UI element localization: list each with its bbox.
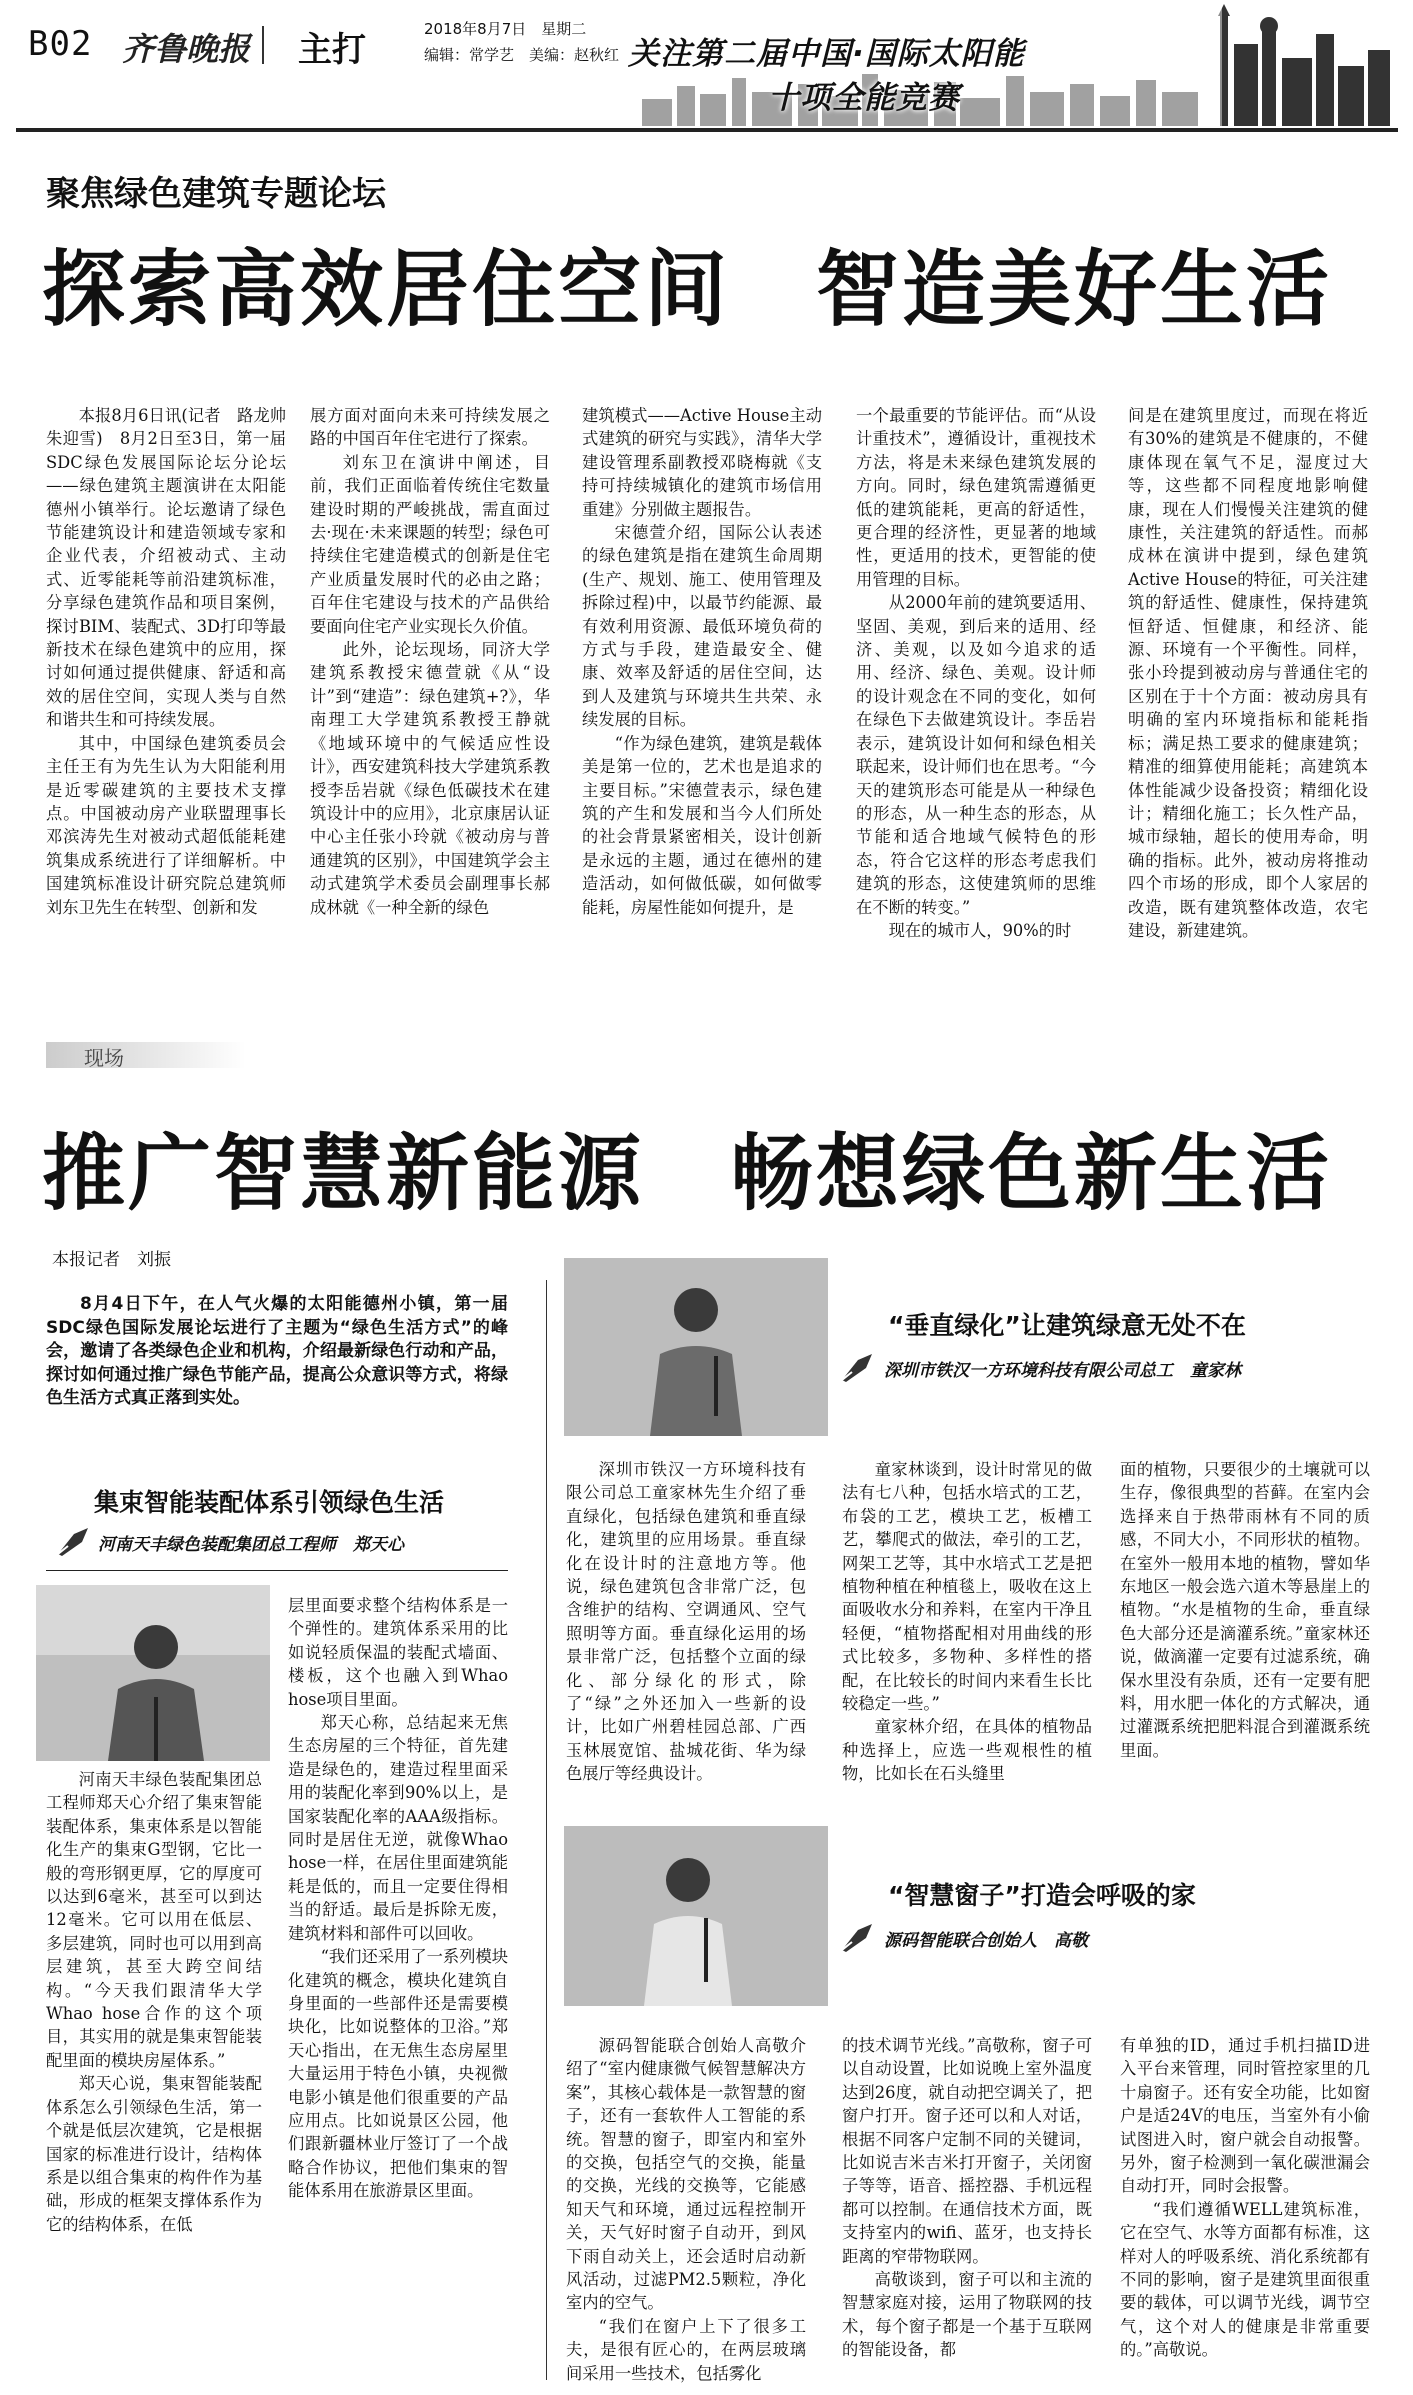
section-label: 主打 <box>298 30 366 70</box>
article1-headline: 探索高效居住空间 智造美好生活 <box>42 241 1332 338</box>
paragraph: “我们在窗户上下了很多工夫，是很有匠心的，在两层玻璃间采用一些技术，包括雾化 <box>566 2316 806 2383</box>
header-rule <box>16 128 1398 132</box>
speaker-silhouette <box>564 1826 828 2006</box>
article2-lead <box>46 1293 508 1443</box>
article1-col-2 <box>310 404 550 1044</box>
paragraph: 郑天心称，总结起来无焦生态房屋的三个特征，首先建造是绿色的，建造过程里面采用的装配化率到90%以上，是国家装配化率的AAA级指标。同时是居住无逆，就像Whao hose一样，在居住里面建筑能耗是低的，而且一定要住得相当的舒适。最后是拆除无废，建筑材料和部件可以回收。 <box>288 1713 508 1943</box>
page-number: B02 <box>28 24 93 64</box>
masthead <box>0 0 1413 130</box>
story-b-col-2 <box>842 1458 1092 1818</box>
paragraph: “作为绿色建筑，建筑是载体美是第一位的，艺术也是追求的主要目标。”宋德萱表示，绿色建筑的产生和发展和当今人们所处的社会背景紧密相关，设计创新是永远的主题，通过在德州的建造活动，如何做低碳，如何做零能耗，房屋性能如何提升，是 <box>582 733 822 917</box>
story-c-speaker: 源码智能联合创始人 高敬 <box>884 1931 1088 1951</box>
story-c-col-2 <box>842 2034 1092 2379</box>
paragraph: 本报8月6日讯(记者 路龙帅 朱迎雪) 8月2日至3日，第一届SDC绿色发展国际论坛分论坛——绿色建筑主题演讲在太阳能德州小镇举行。论坛邀请了绿色节能建筑设计和建造领域专家和企业代表，介绍被动式、主动式、近零能耗等前沿建筑标准，分享绿色建筑作品和项目案例，探讨BIM、装配式、3D打印等最新技术在绿色建筑中的应用，探讨如何通过提供健康、舒适和高效的居住空间，实现人类与自然和谐共生和可持续发展。 <box>46 406 303 730</box>
story-b-col-3 <box>1120 1458 1370 1818</box>
column-divider <box>546 1280 547 2380</box>
story-a-title: 集束智能装配体系引领绿色生活 <box>94 1488 445 1517</box>
story-c-speaker-row <box>838 1918 1378 1958</box>
paragraph: 层里面要求整个结构体系是一个弹性的。建筑体系采用的比如说轻质保温的装配式墙面、楼板，这个也融入到Whao hose项目里面。 <box>288 1596 508 1709</box>
paragraph: 有单独的ID，通过手机扫描ID进入平台来管理，同时管控家里的几十扇窗子。还有安全功能，比如窗户是适24V的电压，当室外有小偷试图进入时，窗户就会自动报警。另外，窗子检测到一氧化碳泄漏会自动打开，同时会报警。 <box>1120 2036 1370 2196</box>
speaker-silhouette <box>564 1258 828 1436</box>
paragraph: 深圳市铁汉一方环境科技有限公司总工童家林先生介绍了垂直绿化，包括绿色建筑和垂直绿化，建筑里的应用场景。垂直绿化在设计时的注意地方等。他说，绿色建筑包含非常广泛，包含维护的结构、空调通风、空气照明等方面。垂直绿化运用的场景非常广泛，包括整个立面的绿化、部分绿化的形式，除了“绿”之外还加入一些新的设计，比如广州碧桂园总部、广西玉林展宽馆、盐城花街、华为绿色展厅等经典设计。 <box>566 1460 806 1784</box>
paragraph: 刘东卫在演讲中阐述，目前，我们正面临着传统住宅数量建设时期的严峻挑战，需直面过去·现在·未来课题的转型；绿色可持续住宅建造模式的创新是住宅产业质量发展时代的必由之路；百年住宅建设与技术的产品供给要面向住宅产业实现长久价值。 <box>310 452 550 636</box>
paragraph: 建筑模式——Active House主动式建筑的研究与实践》，清华大学建设管理系副教授邓晓梅就《支持可持续城镇化的建筑市场信用重建》分别做主题报告。 <box>582 406 822 519</box>
article1-col-4 <box>856 404 1096 1044</box>
article1-col-3 <box>582 404 822 1044</box>
story-a-photo <box>36 1585 270 1761</box>
paragraph: 宋德萱介绍，国际公认表述的绿色建筑是指在建筑生命周期(生产、规划、施工、使用管理及拆除过程)中，以最节约能源、最有效利用资源、最低环境负荷的方式与手段，建造最安全、健康、效率及舒适的居住空间，达到人及建筑与环境共生共荣、永续发展的目标。 <box>582 523 822 730</box>
paragraph: 展方面对面向未来可持续发展之路的中国百年住宅进行了探索。 <box>310 406 550 449</box>
paragraph: 现在的城市人，90%的时 <box>888 920 1072 940</box>
story-b-photo <box>564 1258 828 1436</box>
story-a-col-2 <box>288 1594 508 2378</box>
article1-col-1 <box>46 404 303 1044</box>
paragraph: 一个最重要的节能评估。而“从设计重技术”，遵循设计，重视技术方法，将是未来绿色建筑发展的方向。同时，绿色建筑需遵循更低的建筑能耗，更高的舒适性，更合理的经济性，更显著的地域性，更适用的技术，更智能的使用管理的目标。 <box>856 406 1096 589</box>
speaker-silhouette <box>36 1585 270 1761</box>
lead-paragraph: 8月4日下午，在人气火爆的太阳能德州小镇，第一届SDC绿色国际发展论坛进行了主题为“绿色生活方式”的峰会，邀请了各类绿色企业和机构，介绍最新绿色行动和产品，探讨如何通过推广绿色节能产品，提高公众意识等方式，将绿色生活方式真正落到实处。 <box>46 1294 508 1408</box>
issue-date: 2018年8月7日 星期二 <box>424 20 587 38</box>
article1-col-5 <box>1128 404 1368 1044</box>
pen-nib-icon <box>838 1922 876 1954</box>
banner-title-line1: 关注第二届中国·国际太阳能 <box>628 36 1025 72</box>
paragraph: 此外，论坛现场，同济大学建筑系教授宋德萱就《从“设计”到“建造”：绿色建筑+?》，华南理工大学建筑系教授王静就《地域环境中的气候适应性设计》，西安建筑科技大学建筑系教授李岳岩就《绿色低碳技术在建筑设计中的应用》，北京康居认证中心主任张小玲就《被动房与普通建筑的区别》，中国建筑学会主动式建筑学术委员会副理事长郝成林就《一种全新的绿色 <box>310 640 550 917</box>
paragraph: “我们还采用了一系列模块化建筑的概念，模块化建筑自身里面的一些部件还是需要模块化，比如说整体的卫浴。”郑天心指出，在无焦生态房屋里大量运用于特色小镇，央视微电影小镇是他们很重要的产品应用点。比如说景区公园，他们跟新疆林业厅签订了一个战略合作协议，把他们集束的智能体系用在旅游景区里面。 <box>288 1947 509 2201</box>
story-c-col-1 <box>566 2034 806 2383</box>
paragraph: 高敬谈到，窗子可以和主流的智慧家庭对接，运用了物联网的技术，每个窗子都是一个基于互联网的智能设备，都 <box>842 2270 1092 2360</box>
story-b-col-1 <box>566 1458 806 1818</box>
paragraph: 源码智能联合创始人高敬介绍了“室内健康微气候智慧解决方案”，其核心载体是一款智慧的窗子，还有一套软件人工智能的系统。智慧的窗子，即室内和室外的交换，包括空气的交换，能量的交换，光线的交换等，它能感知天气和环境，通过远程控制开关，天气好时窗子自动开，到风下雨自动关上，还会适时启动新风活动，过滤PM2.5颗粒，净化室内的空气。 <box>566 2036 806 2313</box>
paragraph: 其中，中国绿色建筑委员会主任王有为先生认为大阳能利用是近零碳建筑的主要技术支撑点。中国被动房产业联盟理事长邓滨涛先生对被动式超低能耗建筑集成系统进行了详细解析。中国建筑标准设计研究院总建筑师刘东卫先生在转型、创新和发 <box>46 733 286 917</box>
pen-nib-icon <box>54 1526 92 1558</box>
article1-kicker: 聚焦绿色建筑专题论坛 <box>46 174 386 214</box>
paragraph: 河南天丰绿色装配集团总工程师郑天心介绍了集束智能装配体系，集束体系是以智能化生产的集束G型钢，它比一般的弯形钢更厚，它的厚度可以达到6毫米，甚至可以到达12毫米。它可以用在低层、多层建筑，同时也可以用到高层建筑，甚至大跨空间结构。“今天我们跟清华大学Whao hose合作的这个项目，其实用的就是集束智能装配里面的模块房屋体系。” <box>46 1770 262 2070</box>
paragraph: 的技术调节光线。”高敬称，窗子可以自动设置，比如说晚上室外温度达到26度，就自动把空调关了，把窗户打开。窗子还可以和人对话，根据不同客户定制不同的关键词，比如说吉米吉米打开窗子，关闭窗子等等，语音、摇控器、手机远程都可以控制。在通信技术方面，既支持室内的wifi、蓝牙，也支持长距离的窄带物联网。 <box>842 2036 1092 2266</box>
paragraph: 从2000年前的建筑要适用、坚固、美观，到后来的适用、经济、美观，以及如今追求的适用、经济、绿色、美观。设计师的设计观念在不同的变化，如何在绿色下去做建筑设计。李岳岩表示，建筑设计如何和绿色相关联起来，设计师们也在思考。“今天的建筑形态可能是从一种绿色的形态，从一种生态的形态，从节能和适合地域气候特色的形态，符合它这样的形态考虑我们建筑的形态，这使建筑师的思维在不断的转变。” <box>856 593 1096 917</box>
paragraph: 间是在建筑里度过，而现在将近有30%的建筑是不健康的，不健康体现在氧气不足，湿度过大等，这些都不同程度地影响健康，现在人们慢慢关注建筑的健康性，关注建筑的舒适性。而郝成林在演讲中提到，绿色建筑Active House的特征，可关注建筑的舒适性、健康性，保持建筑恒舒适、恒健康，和经济、能源、环境有一个平衡性。同样，张小玲提到被动房与普通住宅的区别在于十个方面：被动房具有明确的室内环境指标和能耗指标；满足热工要求的健康建筑；精准的细算使用能耗；高建筑本体性能减少设备投资；精细化设计；精细化施工；长久性产品，城市绿轴，超长的使用寿命，明确的指标。此外，被动房将推动四个市场的形成，即个人家居的改造，既有建筑整体改造，农宅建设，新建建筑。 <box>1128 406 1368 940</box>
paragraph: “我们遵循WELL建筑标准，它在空气、水等方面都有标准，这样对人的呼吸系统、消化系统都有不同的影响，窗子是建筑里面很重要的载体，可以调节光线，调节空气，这个对人的健康是非常重要的。”高敬说。 <box>1120 2199 1370 2360</box>
paragraph: 童家林谈到，设计时常见的做法有七八种，包括水培式的工艺，布袋的工艺，模块工艺，板槽工艺，攀爬式的做法，牵引的工艺，网架工艺等，其中水培式工艺是把植物种植在种植毯上，吸收在这上面吸收水分和养料，在室内干净且轻便，“植物搭配相对用曲线的形式比较多，多物种、多样性的搭配，在比较长的时间内来看生长比较稳定一些。” <box>842 1460 1092 1714</box>
article2-headline: 推广智慧新能源 畅想绿色新生活 <box>42 1125 1332 1222</box>
story-c-col-3 <box>1120 2034 1370 2379</box>
editor-credits: 编辑：常学艺 美编：赵秋红 <box>424 46 620 64</box>
section-tag <box>46 1042 246 1068</box>
paper-logo: 齐鲁晚报 <box>122 30 251 68</box>
paragraph: 郑天心说，集束智能装配体系怎么引领绿色生活，第一个就是低层次建筑，它是根据国家的标准进行设计，结构体系是以组合集束的构件作为基础，形成的框架支撑体系作为它的结构体系，在低 <box>46 2074 262 2234</box>
story-a-col-1 <box>46 1768 262 2378</box>
story-a-speaker-row <box>52 1522 508 1562</box>
story-c-title: “智慧窗子”打造会呼吸的家 <box>888 1881 1196 1910</box>
banner-title-line2: 十项全能竞赛 <box>768 80 960 116</box>
story-b-title: “垂直绿化”让建筑绿意无处不在 <box>888 1311 1246 1340</box>
story-b-speaker: 深圳市铁汉一方环境科技有限公司总工 童家林 <box>884 1361 1241 1381</box>
paragraph: 童家林介绍，在具体的植物品种选择上，应选一些观根性的植物，比如长在石头缝里 <box>842 1717 1092 1784</box>
story-a-speaker: 河南天丰绿色装配集团总工程师 郑天心 <box>98 1535 404 1555</box>
banner <box>622 4 1398 126</box>
article2-byline: 本报记者 刘振 <box>52 1250 171 1270</box>
paragraph: 面的植物，只要很少的土壤就可以生存，像很典型的苔藓。在室内会选择来自于热带雨林有不同的质感，不同大小，不同形状的植物。在室外一般用本地的植物，譬如华东地区一般会选六道木等悬崖上的植物。“水是植物的生命，垂直绿色大部分还是滴灌系统。”童家林还说，做滴灌一定要有过滤系统，确保水里没有杂质，还有一定要有肥料，用水肥一体化的方式解决，通过灌溉系统把肥料混合到灌溉系统里面。 <box>1120 1460 1370 1760</box>
story-b-speaker-row <box>838 1348 1378 1388</box>
story-c-photo <box>564 1826 828 2006</box>
section-tag-label: 现场 <box>84 1046 124 1070</box>
pen-nib-icon <box>838 1352 876 1384</box>
